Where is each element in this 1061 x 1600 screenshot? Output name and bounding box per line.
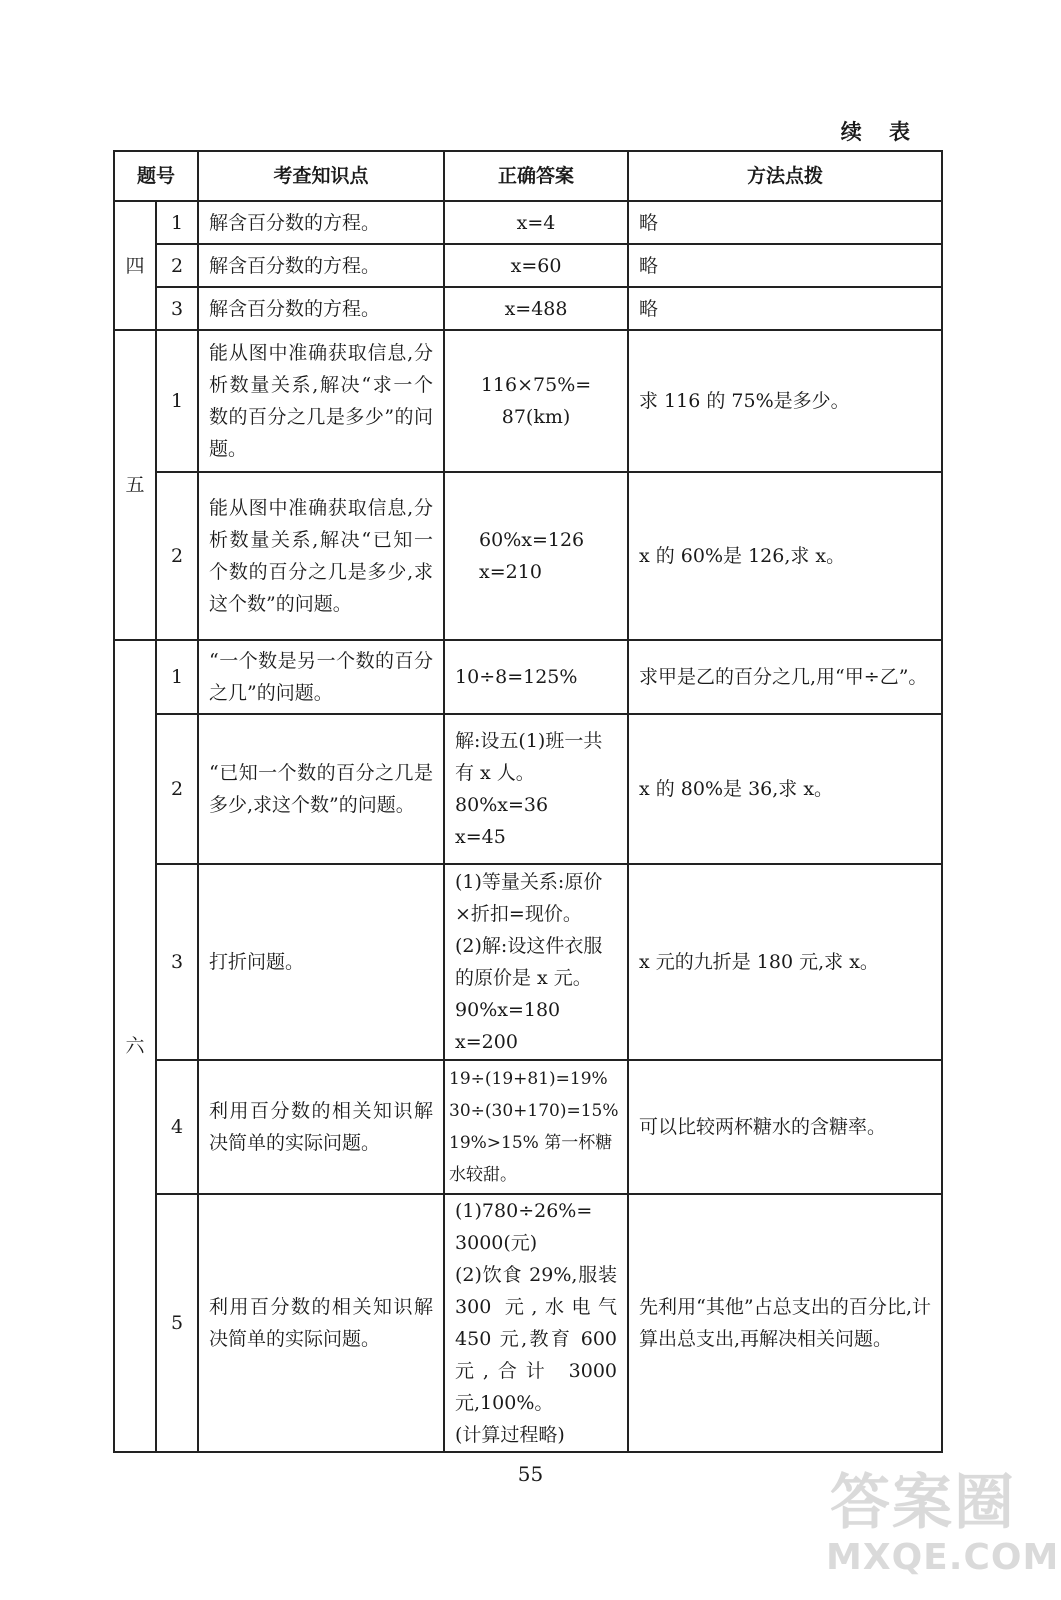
method-cell: x 的 60%是 126,求 x。: [628, 472, 942, 640]
method-cell: 先利用“其他”占总支出的百分比,计算出总支出,再解决相关问题。: [628, 1194, 942, 1452]
table-row: [114, 244, 942, 287]
row-number: 3: [156, 287, 198, 330]
table-row: [114, 1194, 942, 1452]
knowledge-cell: “一个数是另一个数的百分之几”的问题。: [198, 640, 444, 714]
header-correct-answer: 正确答案: [444, 151, 628, 201]
answer-cell: 解:设五(1)班一共有 x 人。 80%x=36 x=45: [444, 714, 628, 864]
knowledge-cell: 打折问题。: [198, 864, 444, 1060]
table-row: [114, 1060, 942, 1194]
table-header-row: [114, 151, 942, 201]
table-row: [114, 201, 942, 244]
knowledge-cell: 利用百分数的相关知识解决简单的实际问题。: [198, 1194, 444, 1452]
table-row: [114, 714, 942, 864]
answer-cell: 19÷(19+81)=19% 30÷(30+170)=15% 19%>15% 第一杯糖水较甜。: [444, 1060, 628, 1194]
row-number: 2: [156, 472, 198, 640]
header-method-tip: 方法点拨: [628, 151, 942, 201]
method-cell: 可以比较两杯糖水的含糖率。: [628, 1060, 942, 1194]
knowledge-cell: 解含百分数的方程。: [198, 201, 444, 244]
answer-cell: x=60: [444, 244, 628, 287]
method-cell: 略: [628, 244, 942, 287]
page-number: 55: [517, 1462, 544, 1486]
answer-cell: 60%x=126 x=210: [444, 472, 628, 640]
answer-cell: (1)等量关系:原价×折扣=现价。 (2)解:设这件衣服的原价是 x 元。 90%x=180 x=200: [444, 864, 628, 1060]
method-cell: 略: [628, 201, 942, 244]
row-number: 1: [156, 330, 198, 472]
row-number: 3: [156, 864, 198, 1060]
section-label-5: 五: [114, 330, 156, 640]
continued-label: 续 表: [840, 120, 920, 144]
header-question-number: 题号: [114, 151, 198, 201]
knowledge-cell: “已知一个数的百分之几是多少,求这个数”的问题。: [198, 714, 444, 864]
method-cell: 求 116 的 75%是多少。: [628, 330, 942, 472]
section-label-4: 四: [114, 201, 156, 330]
method-cell: 略: [628, 287, 942, 330]
knowledge-cell: 利用百分数的相关知识解决简单的实际问题。: [198, 1060, 444, 1194]
row-number: 4: [156, 1060, 198, 1194]
knowledge-cell: 解含百分数的方程。: [198, 287, 444, 330]
answer-cell: 116×75%= 87(km): [444, 330, 628, 472]
row-number: 2: [156, 244, 198, 287]
row-number: 1: [156, 201, 198, 244]
answer-cell: (1)780÷26%= 3000(元) (2)饮食 29%,服装 300 元,水电气 450 元,教育 600 元,合计 3000 元,100%。 (计算过程略): [444, 1194, 628, 1452]
table-row: [114, 330, 942, 472]
method-cell: x 元的九折是 180 元,求 x。: [628, 864, 942, 1060]
table-row: [114, 640, 942, 714]
watermark-bottom-text: MXQE.COM: [826, 1537, 1060, 1578]
knowledge-cell: 能从图中准确获取信息,分析数量关系,解决“已知一个数的百分之几是多少,求这个数”的问题。: [198, 472, 444, 640]
row-number: 5: [156, 1194, 198, 1452]
row-number: 1: [156, 640, 198, 714]
method-cell: x 的 80%是 36,求 x。: [628, 714, 942, 864]
knowledge-cell: 能从图中准确获取信息,分析数量关系,解决“求一个数的百分之几是多少”的问题。: [198, 330, 444, 472]
answer-cell: 10÷8=125%: [444, 640, 628, 714]
header-knowledge-point: 考查知识点: [198, 151, 444, 201]
table-row: [114, 864, 942, 1060]
knowledge-cell: 解含百分数的方程。: [198, 244, 444, 287]
table-row: [114, 287, 942, 330]
answer-cell: x=488: [444, 287, 628, 330]
answer-table: [113, 150, 943, 1453]
method-cell: 求甲是乙的百分之几,用“甲÷乙”。: [628, 640, 942, 714]
section-label-6: 六: [114, 640, 156, 1452]
watermark-top-text: 答案圈: [830, 1468, 1016, 1538]
row-number: 2: [156, 714, 198, 864]
answer-cell: x=4: [444, 201, 628, 244]
watermark-logo: [826, 1468, 1060, 1588]
table-row: [114, 472, 942, 640]
